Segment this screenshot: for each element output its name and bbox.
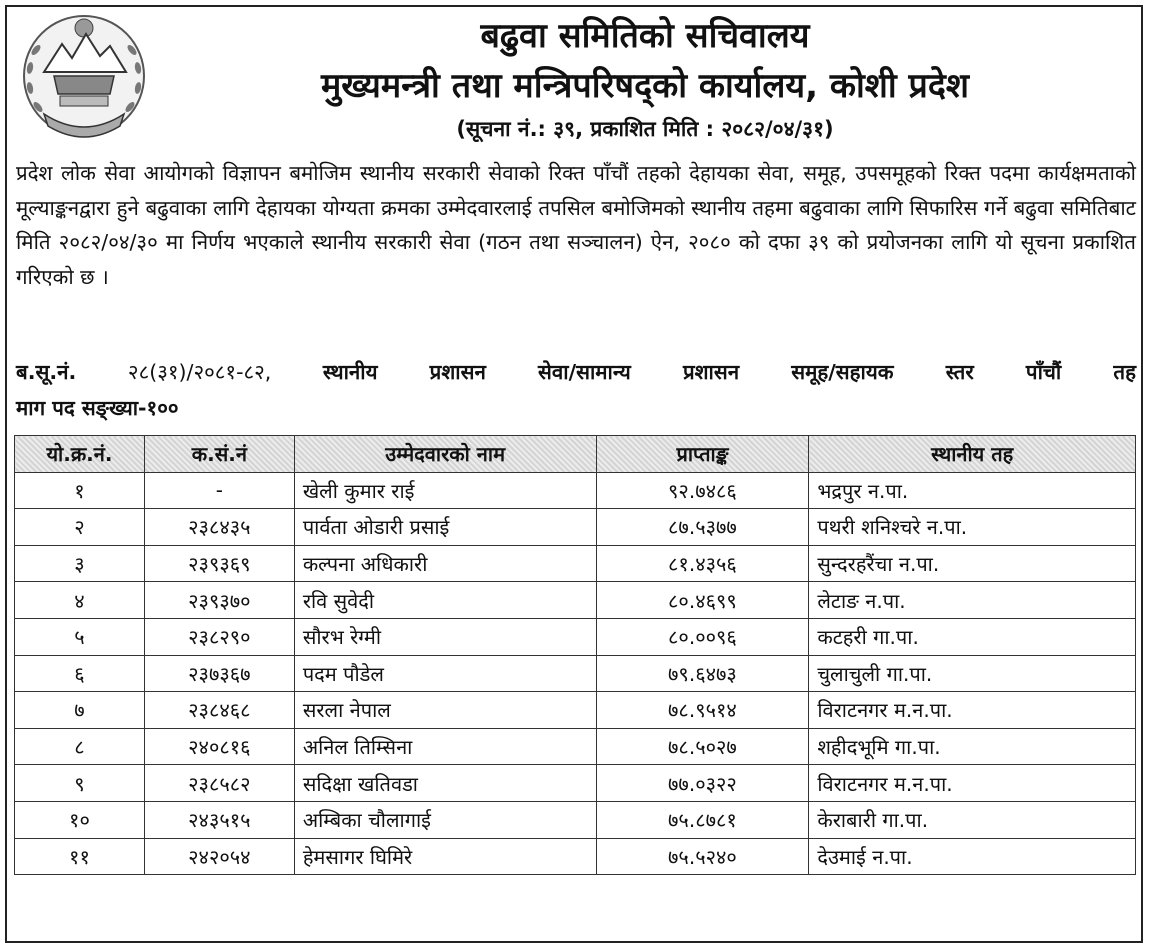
cell-local-level: लेटाङ न.पा. <box>809 582 1136 619</box>
cell-serial: ६ <box>15 655 145 692</box>
cell-score: ८१.४३५६ <box>596 545 809 582</box>
cell-candidate-name: हेमसागर घिमिरे <box>294 838 596 875</box>
cell-roll-number: २४३५१५ <box>144 801 294 838</box>
cell-score: ९२.७४८६ <box>596 472 809 509</box>
cell-local-level: शहीदभूमि गा.पा. <box>809 728 1136 765</box>
cell-score: ७९.६४७३ <box>596 655 809 692</box>
ref-service: स्थानीय प्रशासन सेवा/सामान्य प्रशासन समूह/सहायक स्तर पाँचौं तह <box>322 360 1136 384</box>
table-row <box>15 728 1136 765</box>
cell-candidate-name: खेली कुमार राई <box>294 472 596 509</box>
nepal-emblem-icon <box>14 10 154 145</box>
cell-score: ७५.५२४० <box>596 838 809 875</box>
cell-serial: ३ <box>15 545 145 582</box>
cell-score: ८०.००९६ <box>596 618 809 655</box>
cell-serial: १ <box>15 472 145 509</box>
cell-candidate-name: पदम पौडेल <box>294 655 596 692</box>
candidate-table <box>14 435 1136 875</box>
cell-serial: ५ <box>15 618 145 655</box>
cell-candidate-name: रवि सुवेदी <box>294 582 596 619</box>
table-row <box>15 655 1136 692</box>
advertisement-reference <box>16 355 1136 389</box>
cell-roll-number: २४२०५४ <box>144 838 294 875</box>
header-score: प्राप्ताङ्क <box>596 436 809 473</box>
cell-roll-number: २३८४३५ <box>144 509 294 546</box>
cell-roll-number: २३९३७० <box>144 582 294 619</box>
cell-roll-number: २३८२९० <box>144 618 294 655</box>
header-local-level: स्थानीय तह <box>809 436 1136 473</box>
cell-roll-number: २३८५८२ <box>144 765 294 802</box>
ref-number: २८(३१)/२०८१-८२, <box>127 360 272 384</box>
cell-candidate-name: सरला नेपाल <box>294 692 596 729</box>
cell-local-level: चुलाचुली गा.पा. <box>809 655 1136 692</box>
secretariat-title: बढुवा समितिको सचिवालय <box>480 16 810 56</box>
cell-score: ७८.९५१४ <box>596 692 809 729</box>
cell-serial: २ <box>15 509 145 546</box>
table-row <box>15 838 1136 875</box>
cell-serial: ७ <box>15 692 145 729</box>
cell-candidate-name: अम्बिका चौलागाई <box>294 801 596 838</box>
cell-serial: ११ <box>15 838 145 875</box>
notice-paragraph: प्रदेश लोक सेवा आयोगको विज्ञापन बमोजिम स्थानीय सरकारी सेवाको रिक्त पाँचौं तहको देहायका सेवा, समूह, उपसमूहको रिक्त पदमा कार्यक्षमताको मूल्याङ्कनद्वारा हुने बढुवाका लागि देहायका योग्यता क्रमका उम्मेदवारलाई तपसिल बमोजिमको स्थानीय तहमा बढुवाका लागि सिफारिस गर्ने बढुवा समितिबाट मिति २०८२/०४/३० मा निर्णय भएकाले स्थानीय सरकारी सेवा (गठन तथा सञ्चालन) ऐन, २०८० को दफा ३९ को प्रयोजनका लागि यो सूचना प्रकाशित गरिएको छ । <box>16 161 1136 289</box>
notice-number-date: (सूचना नं.: ३९, प्रकाशित मिति : २०८२/०४/३१) <box>456 117 834 141</box>
table-row <box>15 509 1136 546</box>
cell-candidate-name: अनिल तिम्सिना <box>294 728 596 765</box>
header-candidate-name: उम्मेदवारको नाम <box>294 436 596 473</box>
cell-score: ८७.५३७७ <box>596 509 809 546</box>
table-row <box>15 801 1136 838</box>
ref-label: ब.सू.नं. <box>16 360 77 384</box>
cell-serial: १० <box>15 801 145 838</box>
table-row <box>15 692 1136 729</box>
cell-roll-number: २३७३६७ <box>144 655 294 692</box>
table-row <box>15 582 1136 619</box>
table-header-row <box>15 436 1136 473</box>
cell-local-level: कटहरी गा.पा. <box>809 618 1136 655</box>
cell-local-level: विराटनगर म.न.पा. <box>809 692 1136 729</box>
cell-roll-number: - <box>144 472 294 509</box>
header-serial: यो.क्र.नं. <box>15 436 145 473</box>
cell-score: ७५.८७८१ <box>596 801 809 838</box>
cell-local-level: भद्रपुर न.पा. <box>809 472 1136 509</box>
cell-score: ७७.०३२२ <box>596 765 809 802</box>
cell-local-level: विराटनगर म.न.पा. <box>809 765 1136 802</box>
cell-serial: ९ <box>15 765 145 802</box>
cell-candidate-name: सौरभ रेग्मी <box>294 618 596 655</box>
cell-score: ८०.४६९९ <box>596 582 809 619</box>
cell-serial: ४ <box>15 582 145 619</box>
cell-candidate-name: सदिक्षा खतिवडा <box>294 765 596 802</box>
office-title: मुख्यमन्त्री तथा मन्त्रिपरिषद्को कार्यालय, कोशी प्रदेश <box>320 66 970 106</box>
cell-roll-number: २३९३६९ <box>144 545 294 582</box>
header-roll-number: क.सं.नं <box>144 436 294 473</box>
cell-serial: ८ <box>15 728 145 765</box>
table-row <box>15 472 1136 509</box>
cell-local-level: देउमाई न.पा. <box>809 838 1136 875</box>
cell-score: ७८.५०२७ <box>596 728 809 765</box>
cell-roll-number: २४०८१६ <box>144 728 294 765</box>
table-row <box>15 545 1136 582</box>
cell-candidate-name: कल्पना अधिकारी <box>294 545 596 582</box>
cell-candidate-name: पार्वता ओडारी प्रसाई <box>294 509 596 546</box>
demand-posts: माग पद सङ्ख्या-१०० <box>16 396 179 420</box>
cell-local-level: सुन्दरहरैंचा न.पा. <box>809 545 1136 582</box>
table-row <box>15 618 1136 655</box>
cell-local-level: पथरी शनिश्चरे न.पा. <box>809 509 1136 546</box>
cell-local-level: केराबारी गा.पा. <box>809 801 1136 838</box>
cell-roll-number: २३८४६८ <box>144 692 294 729</box>
table-row <box>15 765 1136 802</box>
